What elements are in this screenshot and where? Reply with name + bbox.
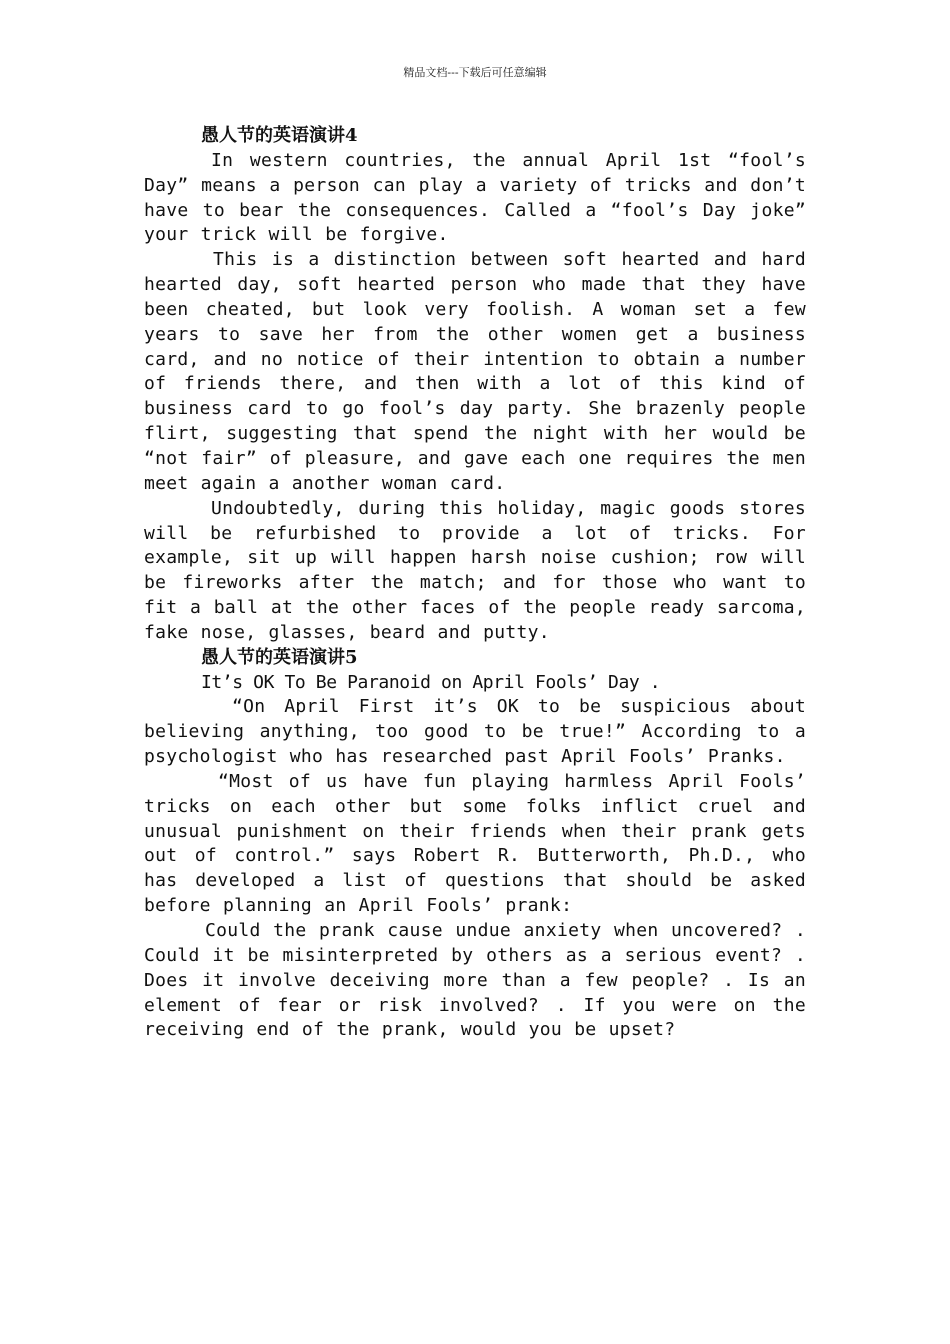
document-body <box>144 124 806 1043</box>
paragraph: This is a distinction between soft hearted and hard hearted day, soft hearted person who made that they have been cheated, but look very foolish. A woman set a few years to save her from the other women get a business card, and no notice of their intention to obtain a number of friends there, and then with a lot of this kind of business card to go fool’s day party. She brazenly people flirt, suggesting that spend the night with her would be “not fair” of pleasure, and gave each one requires the men meet again a another woman card. <box>144 249 806 494</box>
section-speech-5 <box>144 646 806 1044</box>
section-speech-4 <box>144 124 806 646</box>
paragraph: Undoubtedly, during this holiday, magic goods stores will be refurbished to provide a lot of tricks. For example, sit up will happen harsh noise cushion; row will be fireworks after the match; and for those who want to fit a ball at the other faces of the people ready sarcoma, fake nose, glasses, beard and putty. <box>144 497 806 643</box>
paragraph: “Most of us have fun playing harmless April Fools’ tricks on each other but some folks inflict cruel and unusual punishment on their friends when their prank gets out of control.” says Robert R. Butterworth, Ph.D., who has developed a list of questions that should be asked before planning an April Fools’ prank: <box>144 770 806 917</box>
section-subtitle: It’s OK To Be Paranoid on April Fools’ Day . <box>201 671 661 693</box>
section-heading: 愚人节的英语演讲4 <box>201 125 358 146</box>
page-header: 精品文档---下载后可任意编辑 <box>403 66 547 79</box>
section-heading: 愚人节的英语演讲5 <box>201 646 358 668</box>
paragraph: In western countries, the annual April 1st “fool’s Day” means a person can play a variety of tricks and don’t have to bear the consequences. Called a “fool’s Day joke” your trick will be forgive. <box>144 149 806 246</box>
paragraph: Could the prank cause undue anxiety when uncovered? . Could it be misinterpreted by others as a serious event? . Does it involve deceiving more than a few people? . Is an element of fear or risk involved? . If you were on the receiving end of the prank, would you be upset? <box>144 920 806 1041</box>
paragraph: “On April First it’s OK to be suspicious about believing anything, too good to be true!” According to a psychologist who has researched past April Fools’ Pranks. <box>144 696 806 768</box>
